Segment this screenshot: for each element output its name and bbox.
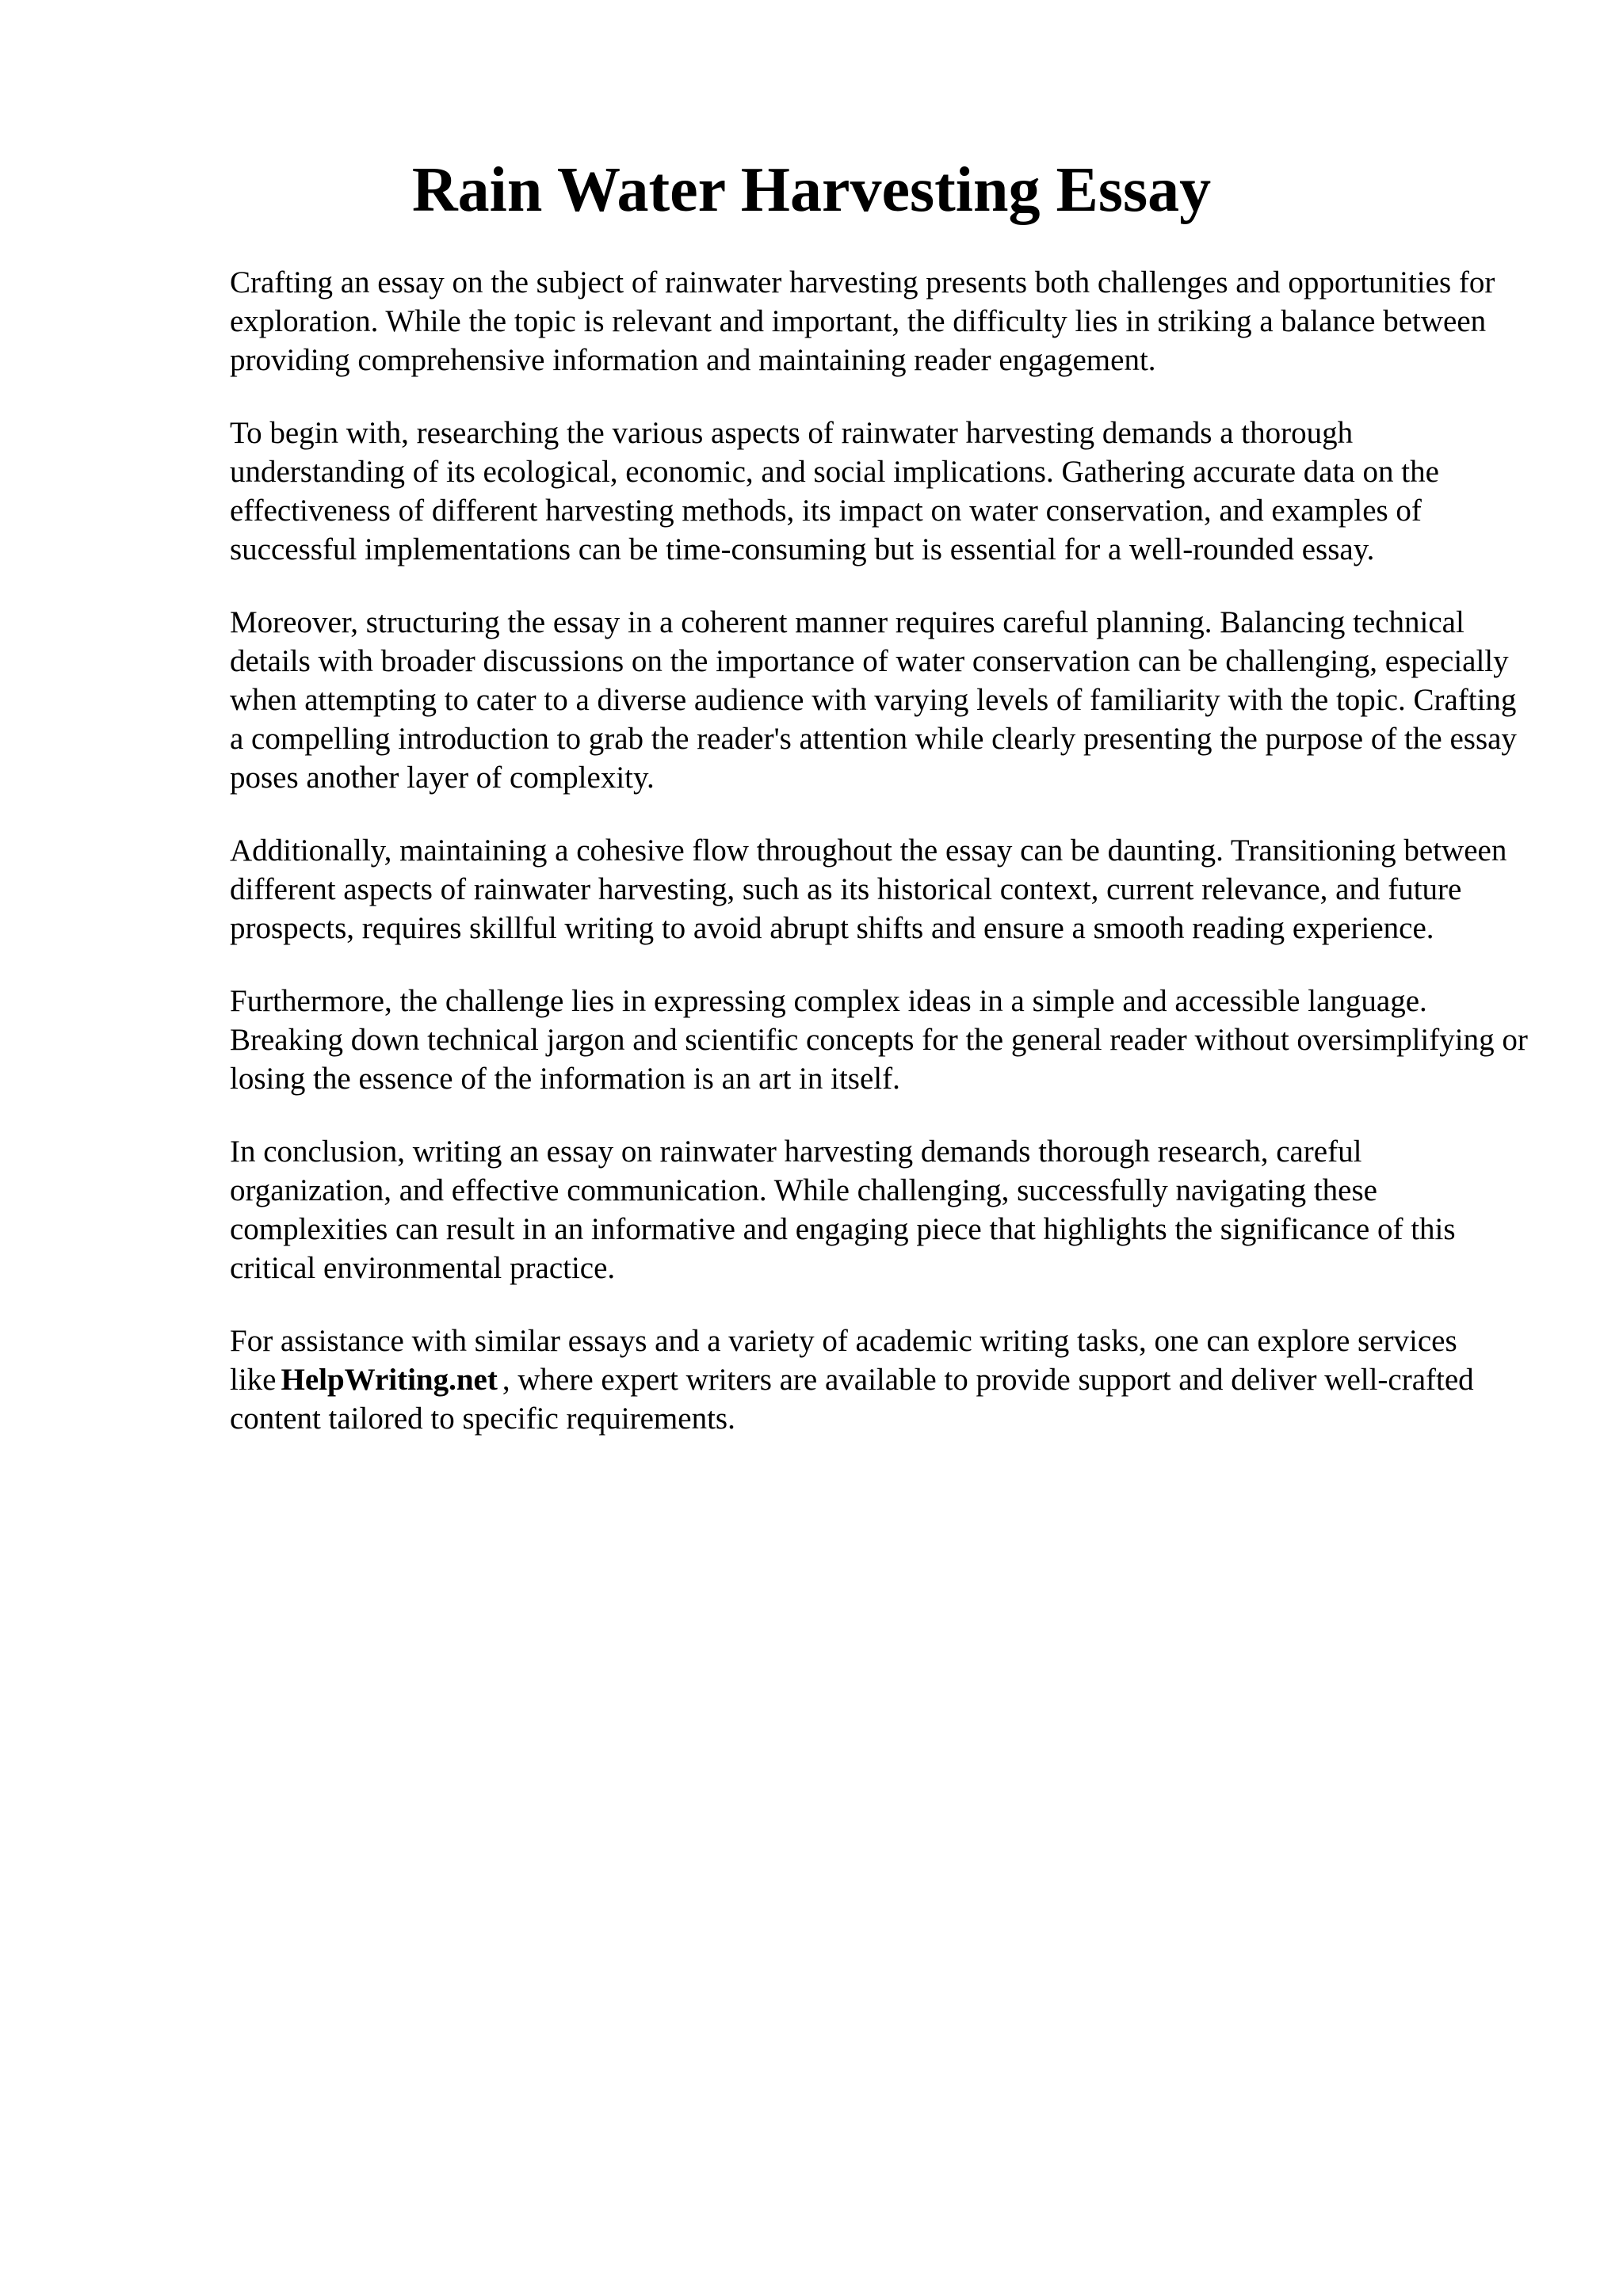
paragraph-structure: Moreover, structuring the essay in a coherent manner requires careful planning. Balancing technical details with broader discussions on the importance of water conservation can be challenging, especially when attempting to cater to a diverse audience with varying levels of familiarity with the topic. Crafting a compelling introduction to grab the reader's attention while clearly presenting the purpose of the essay poses another layer of complexity. [230,605,1517,795]
closing-text-before: For assistance with similar essays and a variety of academic writing tasks, one can explore services like [230,1324,1457,1397]
paragraph-flow: Additionally, maintaining a cohesive flow throughout the essay can be daunting. Transitioning between different aspects of rainwater harvesting, such as its historical context, current relevance, and future prospects, requires skillful writing to avoid abrupt shifts and ensure a smooth reading experience. [230,833,1507,945]
document-title: Rain Water Harvesting Essay [411,155,1212,225]
closing-text-after: , where expert writers are available to provide support and deliver well-crafted content tailored to specific requirements. [230,1363,1474,1436]
helpwriting-link[interactable]: HelpWriting.net [281,1363,498,1397]
paragraph-intro: Crafting an essay on the subject of rainwater harvesting presents both challenges and opportunities for exploration. While the topic is relevant and important, the difficulty lies in striking a balance between providing comprehensive information and maintaining reader engagement. [230,265,1495,377]
paragraph-language: Furthermore, the challenge lies in expressing complex ideas in a simple and accessible language. Breaking down technical jargon and scientific concepts for the general reader without oversimplifying or losing the essence of the information is an art in itself. [230,984,1528,1096]
paragraph-conclusion: In conclusion, writing an essay on rainwater harvesting demands thorough research, careful organization, and effective communication. While challenging, successfully navigating these complexities can result in an informative and engaging piece that highlights the significance of this critical environmental practice. [230,1135,1456,1285]
paragraph-closing [230,1322,1529,1438]
document-body [230,263,1529,1472]
paragraph-research: To begin with, researching the various aspects of rainwater harvesting demands a thorough understanding of its ecological, economic, and social implications. Gathering accurate data on the effectiveness of different harvesting methods, its impact on water conservation, and examples of successful implementations can be time-consuming but is essential for a well-rounded essay. [230,416,1439,566]
